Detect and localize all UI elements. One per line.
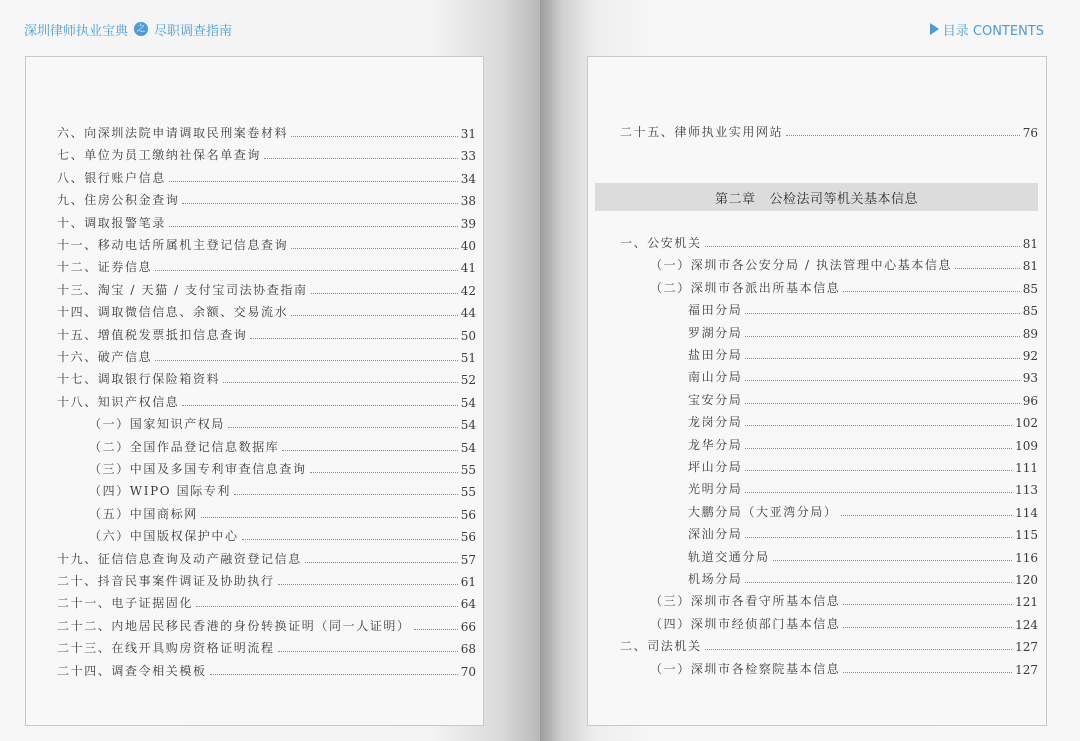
toc-dot-leader bbox=[155, 360, 458, 361]
toc-entry-title: （一）深圳市各检察院基本信息 bbox=[650, 661, 841, 676]
toc-entry-page-number: 93 bbox=[1022, 371, 1038, 386]
toc-entry[interactable] bbox=[57, 547, 476, 567]
toc-entry-page-number: 113 bbox=[1015, 483, 1038, 498]
toc-entry-page-number: 102 bbox=[1015, 416, 1038, 431]
toc-entry-page-number: 56 bbox=[460, 530, 476, 545]
toc-entry-title: 一、公安机关 bbox=[620, 236, 702, 250]
toc-entry[interactable] bbox=[650, 253, 1038, 273]
toc-dot-leader bbox=[841, 515, 1012, 516]
toc-dot-leader bbox=[745, 582, 1012, 583]
toc-entry[interactable] bbox=[57, 166, 476, 186]
toc-entry-page-number: 54 bbox=[460, 440, 476, 455]
toc-entry[interactable] bbox=[57, 188, 476, 208]
toc-entry[interactable] bbox=[688, 477, 1038, 497]
toc-entry-title: 二十五、律师执业实用网站 bbox=[620, 125, 784, 139]
toc-entry-title: 福田分局 bbox=[688, 303, 743, 318]
toc-entry[interactable] bbox=[57, 143, 476, 163]
toc-dot-leader bbox=[786, 135, 1020, 136]
toc-entry[interactable] bbox=[89, 457, 476, 477]
toc-entry-page-number: 33 bbox=[460, 149, 476, 164]
toc-entry[interactable] bbox=[57, 121, 476, 141]
toc-entry[interactable] bbox=[688, 455, 1038, 475]
toc-dot-leader bbox=[291, 136, 458, 137]
toc-entry-title: （二）深圳市各派出所基本信息 bbox=[650, 280, 841, 295]
toc-dot-leader bbox=[278, 651, 458, 652]
toc-entry-title: 二十一、电子证据固化 bbox=[57, 596, 194, 611]
left-page-header bbox=[24, 19, 232, 39]
toc-entry[interactable] bbox=[620, 634, 1038, 654]
toc-entry-page-number: 70 bbox=[460, 664, 476, 679]
toc-entry-page-number: 81 bbox=[1022, 259, 1038, 274]
toc-entry-title: 十八、知识产权信息 bbox=[57, 394, 180, 409]
toc-entry-page-number: 39 bbox=[460, 216, 476, 231]
toc-dot-leader bbox=[291, 315, 458, 316]
toc-entry-title: 二十四、调查令相关模板 bbox=[57, 663, 207, 678]
toc-entry[interactable] bbox=[688, 410, 1038, 430]
toc-entry[interactable] bbox=[688, 343, 1038, 363]
toc-dot-leader bbox=[169, 226, 458, 227]
toc-entry[interactable] bbox=[57, 636, 476, 656]
toc-dot-leader bbox=[745, 313, 1019, 314]
toc-entry[interactable] bbox=[688, 298, 1038, 318]
toc-entry-title: 十六、破产信息 bbox=[57, 350, 153, 364]
toc-entry-title: 十二、证券信息 bbox=[57, 260, 153, 275]
series-badge-icon: 之 bbox=[134, 22, 148, 36]
toc-entry[interactable] bbox=[650, 276, 1038, 296]
toc-entry-title: 轨道交通分局 bbox=[688, 549, 770, 564]
toc-dot-leader bbox=[773, 560, 1012, 561]
toc-entry-page-number: 120 bbox=[1015, 573, 1038, 587]
toc-entry-page-number: 34 bbox=[460, 171, 476, 186]
toc-dot-leader bbox=[414, 629, 458, 630]
toc-entry-title: （三）中国及多国专利审查信息查询 bbox=[89, 462, 307, 476]
toc-dot-leader bbox=[843, 604, 1012, 605]
toc-dot-leader bbox=[201, 517, 458, 518]
toc-entry-title: 八、银行账户信息 bbox=[57, 170, 166, 185]
toc-entry[interactable] bbox=[57, 211, 476, 231]
toc-entry-title: （四）深圳市经侦部门基本信息 bbox=[650, 616, 841, 631]
toc-entry-title: 宝安分局 bbox=[688, 392, 743, 407]
toc-dot-leader bbox=[745, 537, 1012, 538]
toc-entry-title: 龙岗分局 bbox=[688, 415, 743, 430]
toc-entry-page-number: 56 bbox=[460, 507, 476, 522]
toc-entry[interactable] bbox=[688, 522, 1038, 542]
toc-dot-leader bbox=[745, 425, 1012, 426]
toc-entry[interactable] bbox=[57, 367, 476, 387]
toc-dot-leader bbox=[745, 358, 1019, 359]
toc-entry-page-number: 115 bbox=[1015, 528, 1038, 543]
toc-dot-leader bbox=[745, 403, 1019, 404]
toc-dot-leader bbox=[234, 494, 458, 495]
toc-dot-leader bbox=[169, 181, 458, 182]
toc-dot-leader bbox=[843, 672, 1012, 673]
toc-entry[interactable] bbox=[89, 524, 476, 544]
toc-entry-page-number: 127 bbox=[1015, 662, 1038, 677]
toc-entry-page-number: 109 bbox=[1015, 438, 1038, 453]
toc-dot-leader bbox=[705, 649, 1012, 650]
toc-dot-leader bbox=[264, 158, 458, 159]
toc-entry-page-number: 55 bbox=[460, 485, 476, 500]
contents-title: 目录 CONTENTS bbox=[942, 23, 1044, 39]
toc-entry-title: 龙华分局 bbox=[688, 437, 743, 452]
toc-entry-page-number: 51 bbox=[460, 351, 476, 365]
toc-entry-page-number: 92 bbox=[1022, 349, 1038, 363]
toc-entry-title: （六）中国版权保护中心 bbox=[89, 529, 239, 544]
toc-dot-leader bbox=[705, 246, 1020, 247]
toc-entry-page-number: 41 bbox=[460, 261, 476, 276]
toc-entry-page-number: 66 bbox=[460, 619, 476, 634]
toc-entry[interactable] bbox=[57, 255, 476, 275]
toc-entry-title: 深汕分局 bbox=[688, 527, 743, 542]
toc-entry-page-number: 50 bbox=[460, 328, 476, 343]
toc-dot-leader bbox=[291, 248, 458, 249]
toc-entry-page-number: 44 bbox=[460, 306, 476, 321]
toc-entry-title: 机场分局 bbox=[688, 572, 743, 586]
toc-dot-leader bbox=[278, 584, 458, 585]
toc-entry[interactable] bbox=[89, 479, 476, 499]
toc-entry-title: 罗湖分局 bbox=[688, 325, 743, 340]
toc-entry[interactable] bbox=[620, 231, 1038, 251]
toc-entry-page-number: 124 bbox=[1015, 617, 1038, 632]
toc-dot-leader bbox=[282, 450, 457, 451]
toc-entry[interactable] bbox=[650, 657, 1038, 677]
toc-entry[interactable] bbox=[57, 591, 476, 611]
toc-dot-leader bbox=[223, 382, 458, 383]
toc-entry[interactable] bbox=[57, 278, 476, 298]
toc-entry-title: 十五、增值税发票抵扣信息查询 bbox=[57, 327, 248, 342]
toc-entry-page-number: 121 bbox=[1015, 595, 1038, 610]
toc-dot-leader bbox=[155, 270, 458, 271]
toc-entry-title: 南山分局 bbox=[688, 370, 743, 385]
toc-entry-title: 二十三、在线开具购房资格证明流程 bbox=[57, 641, 275, 656]
toc-entry-title: 十九、征信信息查询及动产融资登记信息 bbox=[57, 551, 302, 566]
toc-entry-page-number: 81 bbox=[1022, 237, 1038, 251]
toc-entry[interactable] bbox=[688, 321, 1038, 341]
toc-entry[interactable] bbox=[89, 412, 476, 432]
toc-entry[interactable] bbox=[688, 567, 1038, 587]
toc-entry[interactable] bbox=[688, 365, 1038, 385]
toc-entry-page-number: 52 bbox=[460, 373, 476, 388]
toc-entry[interactable] bbox=[688, 388, 1038, 408]
toc-dot-leader bbox=[228, 427, 458, 428]
toc-entry-title: 七、单位为员工缴纳社保名单查询 bbox=[57, 148, 262, 163]
toc-entry-title: （一）国家知识产权局 bbox=[89, 417, 226, 432]
toc-entry-page-number: 111 bbox=[1015, 461, 1038, 475]
toc-entry-title: 二十二、内地居民移民香港的身份转换证明（同一人证明） bbox=[57, 618, 411, 633]
toc-entry-title: 六、向深圳法院申请调取民刑案卷材料 bbox=[57, 126, 289, 140]
toc-entry-title: （二）全国作品登记信息数据库 bbox=[89, 439, 280, 454]
toc-entry-title: 二、司法机关 bbox=[620, 639, 702, 654]
toc-entry[interactable] bbox=[57, 390, 476, 410]
toc-dot-leader bbox=[182, 203, 457, 204]
toc-entry[interactable] bbox=[57, 659, 476, 679]
toc-entry-page-number: 54 bbox=[460, 418, 476, 433]
toc-entry-title: 十七、调取银行保险箱资料 bbox=[57, 372, 221, 387]
book-subtitle: 尽职调查指南 bbox=[154, 23, 233, 39]
toc-dot-leader bbox=[843, 627, 1012, 628]
toc-entry-page-number: 57 bbox=[460, 552, 476, 567]
toc-entry[interactable] bbox=[688, 433, 1038, 453]
toc-entry-title: 二十、抖音民事案件调证及协助执行 bbox=[57, 574, 275, 588]
toc-dot-leader bbox=[196, 606, 458, 607]
toc-dot-leader bbox=[210, 674, 458, 675]
toc-entry-page-number: 127 bbox=[1015, 640, 1038, 655]
toc-entry-title: 盐田分局 bbox=[688, 348, 743, 362]
toc-entry-title: 坪山分局 bbox=[688, 460, 743, 474]
toc-entry[interactable] bbox=[650, 589, 1038, 609]
toc-entry[interactable] bbox=[57, 300, 476, 320]
toc-dot-leader bbox=[250, 338, 457, 339]
toc-entry-page-number: 116 bbox=[1015, 550, 1038, 565]
right-page-header bbox=[930, 19, 1044, 39]
toc-entry-page-number: 96 bbox=[1022, 393, 1038, 408]
toc-dot-leader bbox=[745, 336, 1019, 337]
toc-dot-leader bbox=[745, 448, 1012, 449]
toc-entry-page-number: 40 bbox=[460, 239, 476, 253]
toc-entry[interactable] bbox=[650, 612, 1038, 632]
toc-entry[interactable] bbox=[57, 323, 476, 343]
toc-entry-page-number: 64 bbox=[460, 597, 476, 612]
toc-entry-page-number: 54 bbox=[460, 395, 476, 410]
play-triangle-icon bbox=[930, 23, 939, 35]
chapter-heading: 第二章 公检法司等机关基本信息 bbox=[595, 183, 1038, 211]
toc-entry-title: 十一、移动电话所属机主登记信息查询 bbox=[57, 238, 289, 252]
toc-entry[interactable] bbox=[620, 120, 1038, 140]
toc-dot-leader bbox=[745, 380, 1019, 381]
toc-entry-title: 十四、调取微信信息、余额、交易流水 bbox=[57, 305, 289, 320]
toc-entry[interactable] bbox=[688, 500, 1038, 520]
toc-entry-title: 大鹏分局（大亚湾分局） bbox=[688, 504, 838, 519]
toc-entry-page-number: 76 bbox=[1022, 126, 1038, 140]
toc-entry-title: 十、调取报警笔录 bbox=[57, 215, 166, 230]
toc-entry-page-number: 55 bbox=[460, 463, 476, 477]
toc-entry-title: （五）中国商标网 bbox=[89, 506, 198, 521]
toc-entry-title: （三）深圳市各看守所基本信息 bbox=[650, 594, 841, 609]
toc-entry-page-number: 85 bbox=[1022, 304, 1038, 319]
toc-dot-leader bbox=[843, 291, 1019, 292]
toc-entry-page-number: 114 bbox=[1015, 505, 1038, 520]
toc-entry-title: （四）WIPO 国际专利 bbox=[89, 484, 232, 499]
toc-entry[interactable] bbox=[89, 502, 476, 522]
toc-dot-leader bbox=[745, 470, 1012, 471]
toc-entry-title: （一）深圳市各公安分局 / 执法管理中心基本信息 bbox=[650, 258, 953, 273]
toc-entry-title: 十三、淘宝 / 天猫 / 支付宝司法协查指南 bbox=[57, 282, 308, 297]
toc-entry-page-number: 89 bbox=[1022, 326, 1038, 341]
toc-dot-leader bbox=[745, 492, 1012, 493]
toc-entry[interactable] bbox=[57, 569, 476, 589]
toc-entry[interactable] bbox=[57, 345, 476, 365]
toc-entry-page-number: 31 bbox=[460, 127, 476, 141]
toc-entry[interactable] bbox=[688, 545, 1038, 565]
toc-entry-page-number: 85 bbox=[1022, 281, 1038, 296]
toc-entry-page-number: 38 bbox=[460, 194, 476, 209]
toc-dot-leader bbox=[955, 268, 1020, 269]
toc-entry[interactable] bbox=[57, 614, 476, 634]
toc-dot-leader bbox=[311, 293, 458, 294]
toc-entry-title: 光明分局 bbox=[688, 482, 743, 497]
toc-entry[interactable] bbox=[57, 233, 476, 253]
toc-entry-page-number: 61 bbox=[460, 575, 476, 589]
toc-dot-leader bbox=[305, 562, 458, 563]
toc-dot-leader bbox=[182, 405, 457, 406]
book-title: 深圳律师执业宝典 bbox=[24, 23, 129, 39]
toc-entry[interactable] bbox=[89, 435, 476, 455]
toc-entry-page-number: 42 bbox=[460, 283, 476, 298]
toc-dot-leader bbox=[242, 539, 458, 540]
toc-entry-page-number: 68 bbox=[460, 642, 476, 657]
toc-dot-leader bbox=[310, 472, 458, 473]
toc-entry-title: 九、住房公积金查询 bbox=[57, 193, 180, 208]
